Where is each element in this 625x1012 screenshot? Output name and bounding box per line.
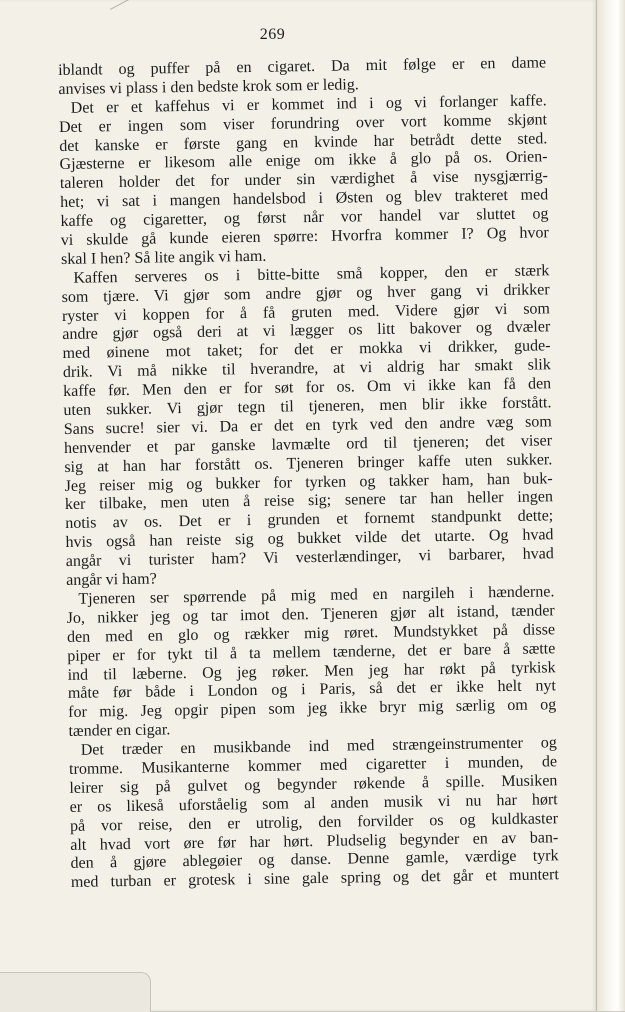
text-line: Det er et kaffehus vi er kommet ind i og vi forlanger kaffe. [70, 92, 547, 117]
text-line: Sans sucre! sier vi. Da er det en tyrk ved den andre væg som [63, 413, 552, 438]
text-line: Det træder en musikbande ind med strængeinstrumenter og [80, 734, 557, 759]
text-line: ryster vi koppen for å få gruten med. Videre gjør vi som [61, 299, 551, 325]
text-line: Jeg reiser mig og bukker for tyrken og takker ham, han buk- [64, 469, 553, 495]
text-line: Det er ingen som viser forundring over vort komme skjønt [58, 110, 548, 136]
book-gutter [596, 0, 625, 1011]
text-line: som tjære. Vi gjør som andre gjør og hver gang vi drikker [61, 280, 550, 306]
scan-mark [110, 0, 140, 22]
text-line: Kaffen serveres os i bitte-bitte små kopper, den er stærk [73, 262, 550, 287]
text-line: for mig. Jeg opgir pipen som jeg ikke bryr mig særlig om og [68, 696, 557, 722]
text-line: andre gjør også deri at vi lægger os litt bakover og dvæler [62, 318, 551, 344]
text-line: taleren holder det for under sin værdighet å vise nysgjærrig- [59, 167, 548, 193]
text-line: vi skulde gå kunde eieren spørre: Hvorfra kommer I? Og hvor [60, 224, 549, 249]
text-line: piper er for tykt til å ta mellem tænderne, det er bare å sætte [67, 639, 556, 665]
text-line: den å gjøre ablegøier og danse. Denne gamle, værdige tyrk [70, 847, 559, 873]
text-line: Tjeneren ser spørrende på mig med en nargileh i hænderne. [78, 583, 555, 608]
body-text [58, 54, 559, 893]
text-line: det kanske er første gang en kvinde har betrådt dette sted. [59, 129, 548, 155]
text-line: henvender et par ganske lavmælte ord til tjeneren; det viser [63, 432, 553, 457]
text-line: hvis også han reiste sig og bukket vilde det utarte. Og hvad [65, 526, 554, 552]
text-line: alt hvad vort øre før har hørt. Pludselig begynder en av ban- [70, 828, 559, 854]
text-line: tromme. Musikanterne kommer med cigaretter i munden, de [68, 753, 558, 778]
text-line: med øinene mot taket; for det er mokka vi drikker, gude- [62, 337, 551, 363]
page-corner-tab [0, 972, 151, 1012]
text-line: med turban er grotesk i sine gale spring og det går et muntert [70, 866, 559, 892]
text-line: notis av os. Det er i grunden et fornemt standpunkt dette; [65, 507, 554, 533]
text-line: måte før både i London og i Paris, så det er ikke helt nyt [67, 677, 556, 703]
text-line: på vor reise, den er utrolig, den forvilder os og kuldkaster [69, 809, 559, 835]
page-number: 269 [259, 26, 286, 43]
text-line: Gjæsterne er likesom alle enige om ikke å glo på os. Orien- [59, 148, 548, 174]
text-line: kaffe og cigaretter, og først når vor handel var sluttet og [60, 205, 549, 231]
text-line: den med en glo og rækker mig røret. Mundstykket på disse [66, 620, 556, 646]
text-line: uten sukker. Vi gjør tegn til tjeneren, men blir ikke forstått. [63, 394, 552, 419]
text-line: er os likeså uforståelig som al anden musik vi nu har hørt [69, 790, 558, 816]
text-line: kaffe før. Men den er for søt for os. Om vi ikke kan få den [63, 375, 552, 401]
text-line: leirer sig på gulvet og begynder røkende å spille. Musiken [69, 772, 558, 797]
text-line: angår vi ham? [66, 570, 157, 589]
text-line: ind til læberne. Og jeg røker. Men jeg har røkt på tyrkisk [67, 658, 556, 684]
text-line: angår vi turister ham? Vi vesterlændinger, vi barbarer, hvad [65, 545, 554, 571]
text-line: drik. Vi må nikke til hverandre, at vi aldrig har smakt slik [62, 356, 551, 382]
text-line: sig at han har forstått os. Tjeneren bringer kaffe uten sukker. [64, 450, 553, 476]
text-line: ker tilbake, men uten å reise sig; senere tar han heller ingen [64, 488, 554, 514]
text-line: skal I hen? Så lite angik vi ham. [60, 247, 267, 268]
text-line: anvises vi plass i den bedste krok som er ledig. [58, 76, 359, 98]
text-line: het; vi sat i mangen handelsbod i Østen og blev trakteret med [60, 186, 549, 212]
text-line: tænder en cigar. [68, 721, 171, 741]
text-line: Jo, nikker jeg og tar imot den. Tjeneren gjør alt istand, tænder [66, 602, 555, 627]
text-line: iblandt og puffer på en cigaret. Da mit følge er en dame [58, 54, 547, 79]
